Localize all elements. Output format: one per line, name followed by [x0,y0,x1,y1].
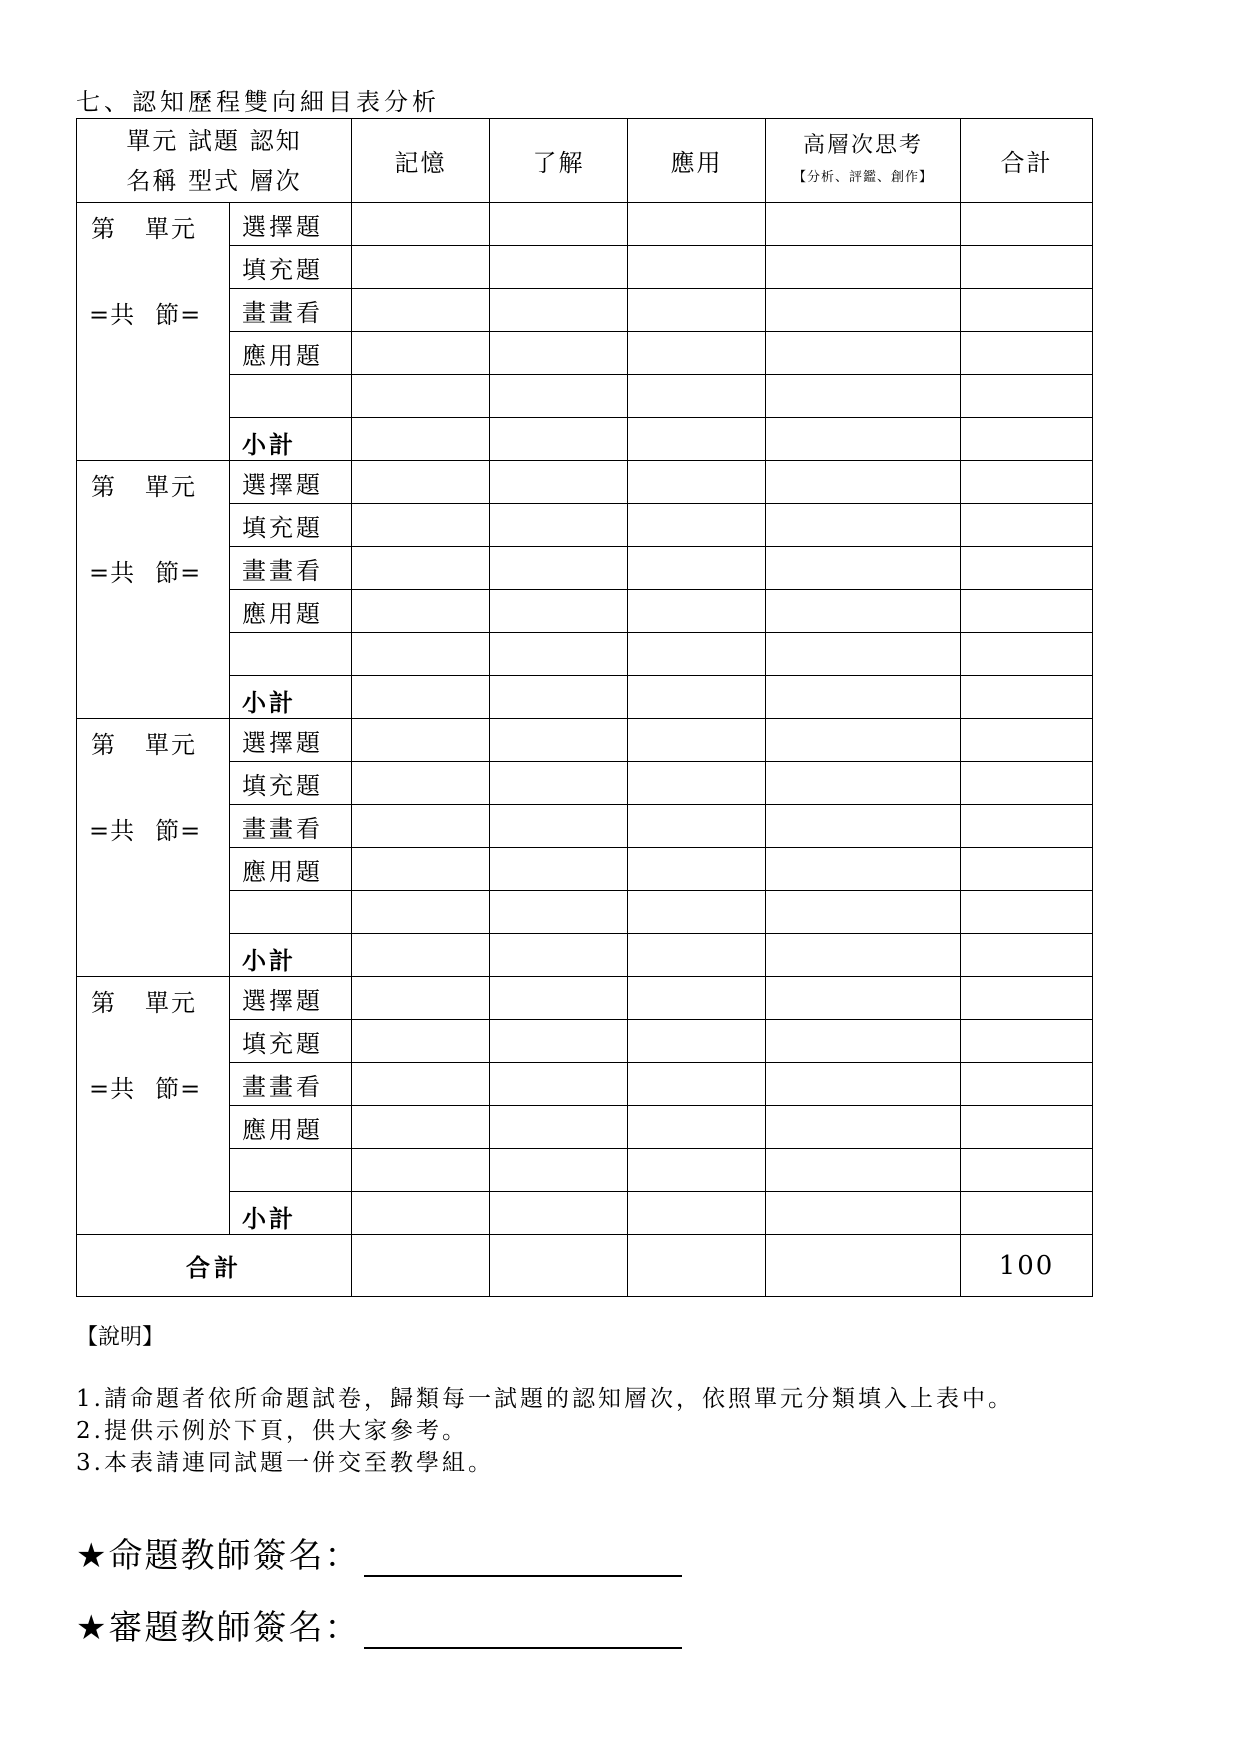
unit-section-count [89,1069,201,1104]
unit-section-count [89,553,201,588]
unit-name-prefix: 第 [91,989,117,1017]
question-type-cell: 填充題 [230,762,352,805]
value-cell[interactable] [766,1149,961,1192]
section-suffix: 節= [155,1075,202,1103]
unit-name-prefix: 第 [91,731,117,759]
value-cell[interactable] [766,289,961,332]
value-cell[interactable] [766,719,961,762]
value-cell[interactable] [766,1020,961,1063]
value-cell[interactable] [628,590,766,633]
unit-name [91,725,197,760]
question-type-cell: 應用題 [230,848,352,891]
question-type-cell: 應用題 [230,590,352,633]
unit-name-suffix: 單元 [145,731,197,759]
value-cell[interactable] [490,977,628,1020]
value-cell[interactable] [490,1020,628,1063]
subtotal-label: 小計 [230,934,352,977]
question-type-cell: 畫畫看 [230,547,352,590]
value-cell[interactable] [766,1063,961,1106]
question-type-cell: 選擇題 [230,461,352,504]
value-cell[interactable] [628,203,766,246]
value-cell[interactable] [490,1192,628,1235]
value-cell[interactable] [766,934,961,977]
value-cell[interactable] [961,375,1093,418]
unit-name [91,209,197,244]
reviewer-signature-label: 審題教師簽名： [108,1608,361,1648]
section-prefix: =共 [89,559,136,587]
cognitive-analysis-table [76,118,1093,1297]
value-cell[interactable] [766,547,961,590]
question-type-cell: 應用題 [230,1106,352,1149]
section-suffix: 節= [155,301,202,329]
section-suffix: 節= [155,817,202,845]
value-cell[interactable] [352,934,490,977]
star-icon: ★ [76,1608,109,1648]
value-cell[interactable] [961,332,1093,375]
note-item: 3.本表請連同試題一併交至教學組。 [76,1450,494,1476]
value-cell[interactable] [961,934,1093,977]
value-cell[interactable] [961,504,1093,547]
value-cell[interactable] [352,203,490,246]
value-cell[interactable] [766,848,961,891]
value-cell[interactable] [628,1063,766,1106]
value-cell[interactable] [490,633,628,676]
value-cell[interactable] [490,289,628,332]
subtotal-label: 小計 [230,676,352,719]
value-cell[interactable] [766,977,961,1020]
value-cell[interactable] [961,547,1093,590]
reviewer-signature [76,1600,682,1649]
question-type-cell: 選擇題 [230,203,352,246]
value-cell[interactable] [628,289,766,332]
value-cell[interactable] [628,1106,766,1149]
value-cell[interactable] [628,504,766,547]
value-cell[interactable] [352,719,490,762]
proposer-signature [76,1528,682,1577]
header-understand: 了解 [490,119,628,203]
table-row [77,977,1093,1020]
question-type-cell: 畫畫看 [230,1063,352,1106]
section-prefix: =共 [89,817,136,845]
section-prefix: =共 [89,301,136,329]
value-cell[interactable] [490,461,628,504]
value-cell[interactable] [628,633,766,676]
value-cell[interactable] [490,848,628,891]
value-cell[interactable] [628,934,766,977]
value-cell[interactable] [490,1149,628,1192]
question-type-cell: 應用題 [230,332,352,375]
value-cell[interactable] [352,289,490,332]
value-cell[interactable] [490,1106,628,1149]
table-header-row [77,119,1093,203]
value-cell[interactable] [961,461,1093,504]
note-item: 1.請命題者依所命題試卷，歸類每一試題的認知層次，依照單元分類填入上表中。 [76,1386,1014,1412]
question-type-cell: 選擇題 [230,719,352,762]
value-cell[interactable] [628,676,766,719]
value-cell[interactable] [766,633,961,676]
value-cell[interactable] [766,891,961,934]
value-cell[interactable] [766,1106,961,1149]
question-type-cell[interactable] [230,375,352,418]
value-cell[interactable] [352,1192,490,1235]
value-cell[interactable] [628,1192,766,1235]
section-prefix: =共 [89,1075,136,1103]
unit-name-suffix: 單元 [145,215,197,243]
value-cell[interactable] [352,332,490,375]
value-cell[interactable] [961,719,1093,762]
question-type-cell[interactable] [230,1149,352,1192]
question-type-cell[interactable] [230,633,352,676]
value-cell[interactable] [628,1235,766,1297]
value-cell[interactable] [961,1020,1093,1063]
question-type-cell[interactable] [230,891,352,934]
value-cell[interactable] [352,891,490,934]
unit-section-count [89,811,201,846]
value-cell[interactable] [766,1235,961,1297]
value-cell[interactable] [352,590,490,633]
unit-name [91,467,197,502]
question-type-cell: 填充題 [230,1020,352,1063]
header-corner-line1: 單元 試題 認知 [126,126,302,155]
value-cell[interactable] [352,977,490,1020]
value-cell[interactable] [628,1020,766,1063]
value-cell[interactable] [961,289,1093,332]
grand-total-row [77,1235,1093,1297]
value-cell[interactable] [352,1106,490,1149]
question-type-cell: 選擇題 [230,977,352,1020]
value-cell[interactable] [766,1192,961,1235]
value-cell[interactable] [628,719,766,762]
value-cell[interactable] [961,418,1093,461]
value-cell[interactable] [961,891,1093,934]
value-cell[interactable] [490,891,628,934]
value-cell[interactable] [490,332,628,375]
value-cell[interactable] [352,547,490,590]
value-cell[interactable] [352,418,490,461]
unit-name [91,983,197,1018]
table-row [77,461,1093,504]
value-cell[interactable] [352,246,490,289]
value-cell[interactable] [628,762,766,805]
value-cell[interactable] [766,246,961,289]
value-cell[interactable] [490,676,628,719]
unit-name-suffix: 單元 [145,989,197,1017]
value-cell[interactable] [490,418,628,461]
unit-name-prefix: 第 [91,473,117,501]
value-cell[interactable] [490,1063,628,1106]
value-cell[interactable] [766,332,961,375]
value-cell[interactable] [628,977,766,1020]
value-cell[interactable] [352,676,490,719]
reviewer-signature-line[interactable] [364,1617,682,1649]
value-cell[interactable] [352,762,490,805]
header-higher-sub: 【分析、評鑑、創作】 [793,169,934,185]
header-memory: 記憶 [352,119,490,203]
value-cell[interactable] [766,203,961,246]
subtotal-label: 小計 [230,1192,352,1235]
value-cell[interactable] [628,848,766,891]
value-cell[interactable] [961,246,1093,289]
value-cell[interactable] [352,375,490,418]
table-row [77,719,1093,762]
value-cell[interactable] [961,848,1093,891]
unit-name-cell[interactable] [77,977,230,1235]
value-cell[interactable] [961,676,1093,719]
table-row [77,203,1093,246]
value-cell[interactable] [766,762,961,805]
value-cell[interactable] [628,891,766,934]
value-cell[interactable] [628,805,766,848]
value-cell[interactable] [628,461,766,504]
question-type-cell: 填充題 [230,246,352,289]
value-cell[interactable] [628,1149,766,1192]
value-cell[interactable] [628,547,766,590]
value-cell[interactable] [766,805,961,848]
value-cell[interactable] [352,1235,490,1297]
value-cell[interactable] [352,805,490,848]
header-higher-main: 高層次思考 [803,132,924,158]
value-cell[interactable] [766,504,961,547]
value-cell[interactable] [961,633,1093,676]
value-cell[interactable] [490,1235,628,1297]
grand-total-value: 100 [961,1235,1093,1297]
unit-name-cell[interactable] [77,203,230,461]
unit-name-cell[interactable] [77,719,230,977]
value-cell[interactable] [352,1063,490,1106]
value-cell[interactable] [352,461,490,504]
value-cell[interactable] [961,590,1093,633]
notes-heading: 【說明】 [76,1325,165,1350]
value-cell[interactable] [490,246,628,289]
note-item: 2.提供示例於下頁，供大家參考。 [76,1418,468,1444]
notes-list [76,1383,1014,1479]
value-cell[interactable] [961,1149,1093,1192]
value-cell[interactable] [766,418,961,461]
value-cell[interactable] [766,676,961,719]
value-cell[interactable] [766,375,961,418]
value-cell[interactable] [490,590,628,633]
unit-name-suffix: 單元 [145,473,197,501]
header-apply: 應用 [628,119,766,203]
value-cell[interactable] [961,1192,1093,1235]
value-cell[interactable] [961,805,1093,848]
value-cell[interactable] [490,375,628,418]
header-corner-cell [77,119,352,203]
header-corner-line2: 名稱 型式 層次 [126,166,302,195]
value-cell[interactable] [628,246,766,289]
value-cell[interactable] [490,805,628,848]
question-type-cell: 畫畫看 [230,289,352,332]
unit-name-cell[interactable] [77,461,230,719]
value-cell[interactable] [961,977,1093,1020]
question-type-cell: 填充題 [230,504,352,547]
unit-section-count [89,295,201,330]
page-title: 七、認知歷程雙向細目表分析 [76,88,440,116]
grand-total-label: 合計 [77,1235,352,1297]
value-cell[interactable] [766,461,961,504]
value-cell[interactable] [490,547,628,590]
section-suffix: 節= [155,559,202,587]
star-icon: ★ [76,1536,109,1576]
value-cell[interactable] [628,418,766,461]
value-cell[interactable] [352,504,490,547]
value-cell[interactable] [490,203,628,246]
value-cell[interactable] [352,848,490,891]
value-cell[interactable] [490,762,628,805]
value-cell[interactable] [961,203,1093,246]
proposer-signature-label: 命題教師簽名： [108,1536,361,1576]
value-cell[interactable] [628,375,766,418]
header-total: 合計 [961,119,1093,203]
question-type-cell: 畫畫看 [230,805,352,848]
value-cell[interactable] [490,504,628,547]
value-cell[interactable] [961,1106,1093,1149]
value-cell[interactable] [961,1063,1093,1106]
value-cell[interactable] [352,633,490,676]
subtotal-label: 小計 [230,418,352,461]
value-cell[interactable] [352,1149,490,1192]
value-cell[interactable] [352,1020,490,1063]
value-cell[interactable] [490,934,628,977]
value-cell[interactable] [766,590,961,633]
unit-name-prefix: 第 [91,215,117,243]
value-cell[interactable] [490,719,628,762]
value-cell[interactable] [961,762,1093,805]
proposer-signature-line[interactable] [364,1545,682,1577]
header-higher-order [766,119,961,203]
value-cell[interactable] [628,332,766,375]
